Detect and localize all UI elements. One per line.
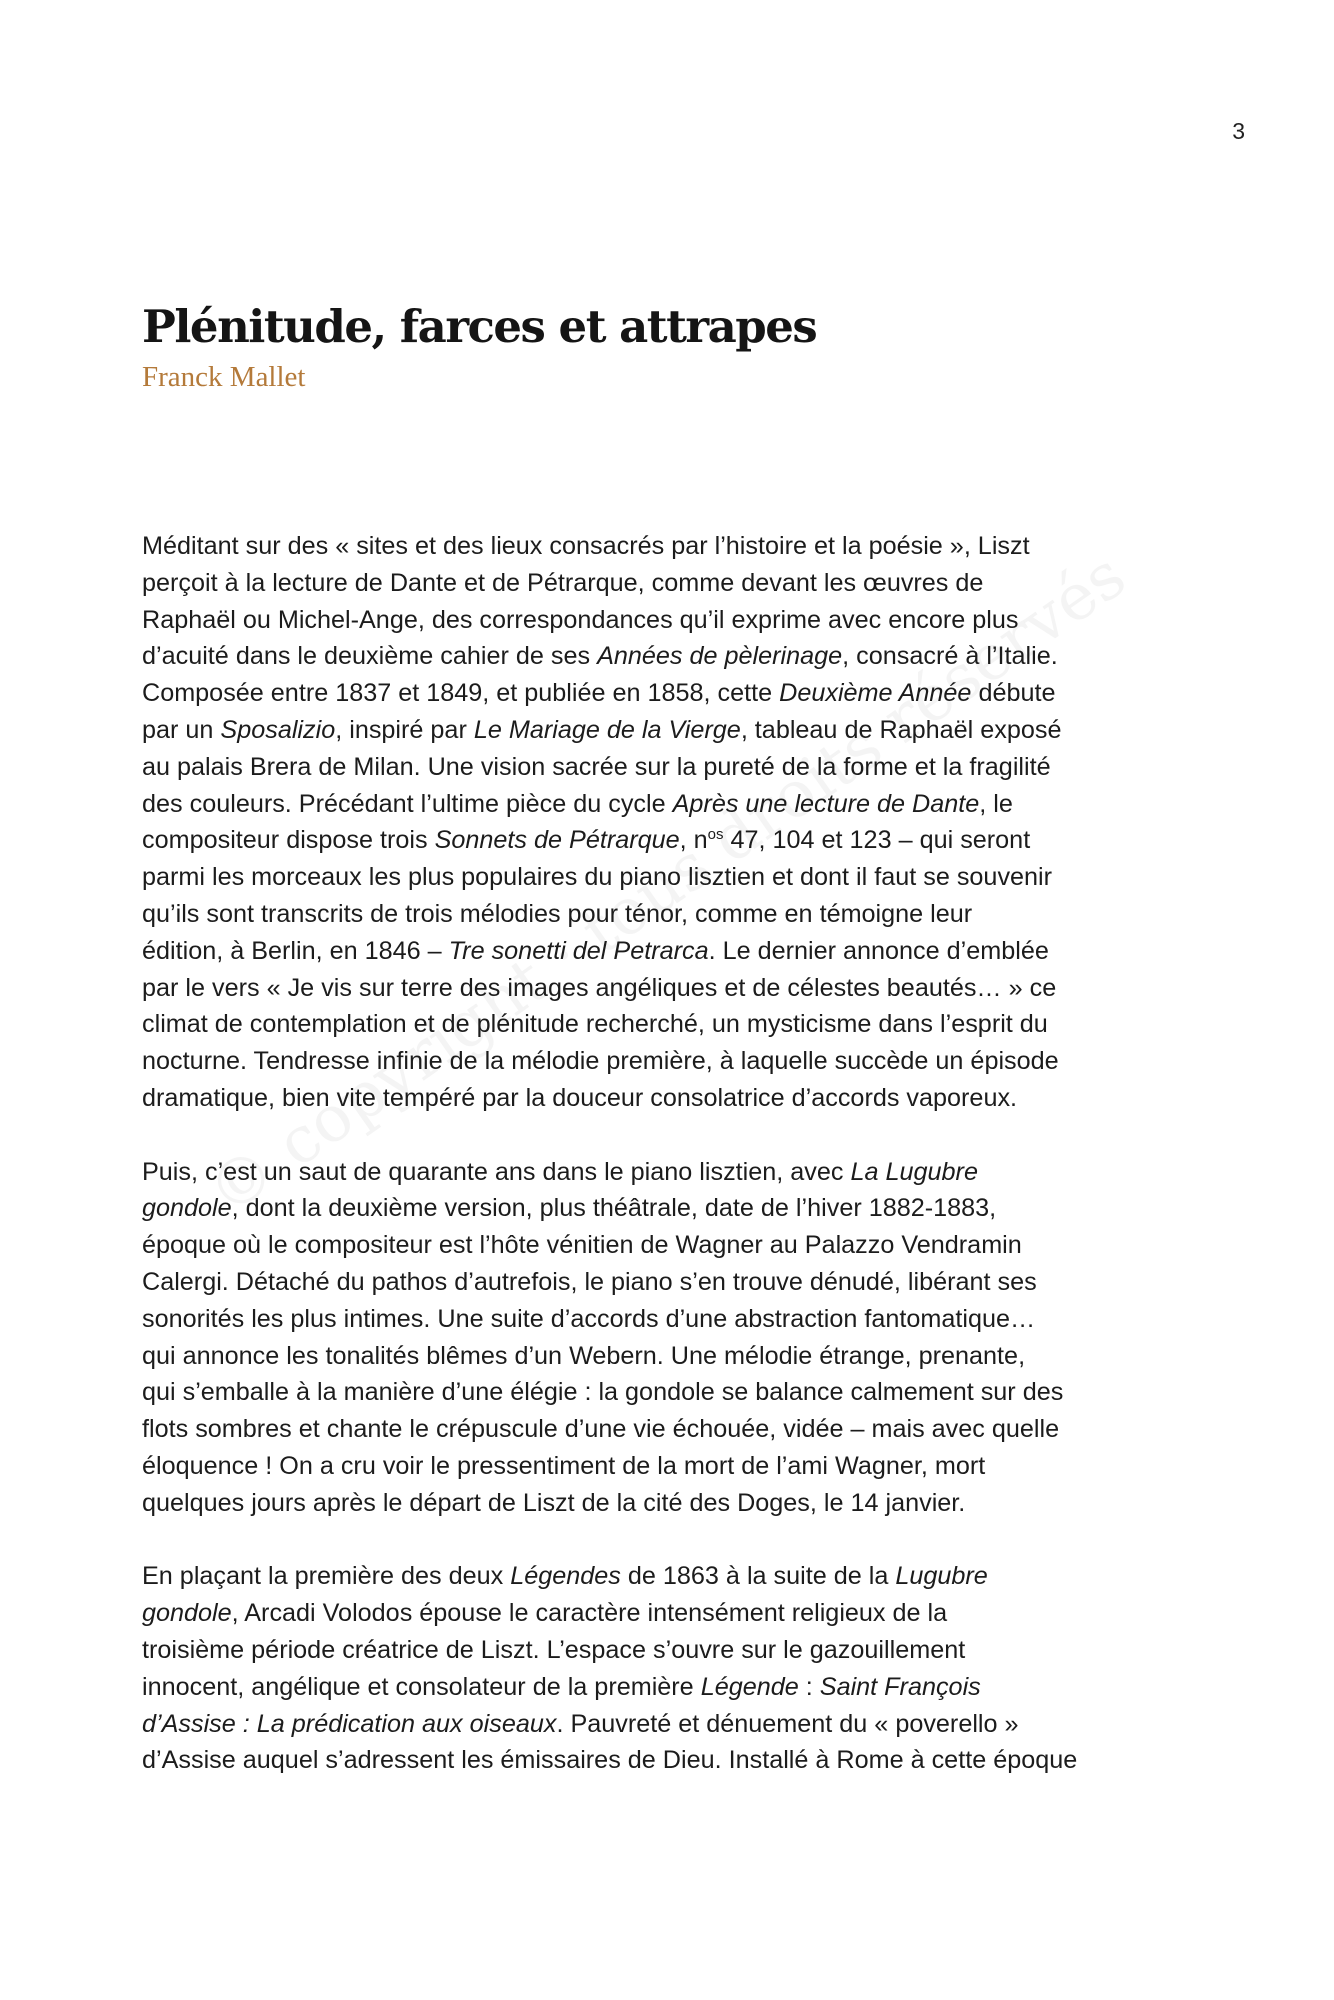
italic-title: Légendes xyxy=(510,1562,621,1591)
text-segment: parmi les morceaux les plus populaires du piano lisztien et dont il faut se souvenir xyxy=(142,863,1053,892)
text-line xyxy=(142,1154,1222,1191)
text-line xyxy=(142,1301,1222,1338)
text-segment: . Le dernier annonce d’emblée xyxy=(708,936,1049,965)
text-segment: , Arcadi Volodos épouse le caractère intensément religieux de la xyxy=(231,1599,948,1628)
text-segment: , tableau de Raphaël exposé xyxy=(740,715,1062,744)
text-line xyxy=(142,1448,1222,1485)
text-segment: Composée entre 1837 et 1849, et publiée en 1858, cette xyxy=(142,679,780,708)
text-segment: En plaçant la première des deux xyxy=(142,1562,511,1591)
text-segment: Raphaël ou Michel-Ange, des correspondances qu’il exprime avec encore plus xyxy=(142,605,1019,634)
text-segment: , dont la deuxième version, plus théâtrale, date de l’hiver 1882-1883, xyxy=(231,1194,997,1223)
text-segment: par le vers « Je vis sur terre des images angéliques et de célestes beautés… » ce xyxy=(142,973,1057,1002)
article-body xyxy=(142,528,1222,1779)
text-line xyxy=(142,565,1222,602)
italic-title: La Lugubre xyxy=(850,1157,978,1186)
italic-title: Tre sonetti del Petrarca xyxy=(448,936,709,965)
text-line xyxy=(142,1264,1222,1301)
text-line xyxy=(142,528,1222,565)
text-line xyxy=(142,896,1222,933)
text-line xyxy=(142,1227,1222,1264)
text-segment: innocent, angélique et consolateur de la première xyxy=(142,1672,701,1701)
text-line xyxy=(142,822,1222,859)
italic-title: Saint François xyxy=(819,1672,981,1701)
text-line xyxy=(142,712,1222,749)
text-line xyxy=(142,1558,1222,1595)
text-line xyxy=(142,1374,1222,1411)
italic-title: gondole xyxy=(142,1194,232,1223)
text-segment: qui annonce les tonalités blêmes d’un Webern. Une mélodie étrange, prenante, xyxy=(142,1341,1026,1370)
italic-title: Sonnets de Pétrarque xyxy=(434,826,680,855)
text-segment: 47, 104 et 123 – qui seront xyxy=(723,826,1031,855)
text-line xyxy=(142,970,1222,1007)
text-line xyxy=(142,1006,1222,1043)
body-paragraph xyxy=(142,1154,1222,1522)
italic-title: gondole xyxy=(142,1599,232,1628)
text-segment: Méditant sur des « sites et des lieux consacrés par l’histoire et la poésie », Liszt xyxy=(142,532,1030,560)
text-line xyxy=(142,859,1222,896)
page-number: 3 xyxy=(1232,118,1245,144)
text-line xyxy=(142,638,1222,675)
italic-title: Deuxième Année xyxy=(779,679,972,708)
text-segment: : xyxy=(798,1672,820,1701)
text-line xyxy=(142,1338,1222,1375)
text-segment: débute xyxy=(971,679,1056,708)
text-segment: nocturne. Tendresse infinie de la mélodie première, à laquelle succède un épisode xyxy=(142,1047,1059,1076)
text-line xyxy=(142,675,1222,712)
text-line xyxy=(142,749,1222,786)
italic-title: Le Mariage de la Vierge xyxy=(473,715,741,744)
text-segment: , consacré à l’Italie. xyxy=(842,642,1058,671)
text-segment: qui s’emballe à la manière d’une élégie : la gondole se balance calmement sur des xyxy=(142,1378,1064,1407)
text-line xyxy=(142,1080,1222,1117)
italic-title: Sposalizio xyxy=(220,715,336,744)
text-segment: compositeur dispose trois xyxy=(142,826,435,855)
text-line xyxy=(142,1411,1222,1448)
italic-title: Légende xyxy=(700,1672,799,1701)
text-segment: d’acuité dans le deuxième cahier de ses xyxy=(142,642,598,671)
italic-title: Après une lecture de Dante xyxy=(672,789,980,818)
text-segment: , inspiré par xyxy=(335,715,474,744)
text-line xyxy=(142,933,1222,970)
text-line xyxy=(142,1043,1222,1080)
text-line xyxy=(142,1595,1222,1632)
text-line xyxy=(142,1742,1222,1779)
text-segment: de 1863 à la suite de la xyxy=(620,1562,896,1591)
text-segment: des couleurs. Précédant l’ultime pièce du cycle xyxy=(142,789,673,818)
text-segment: édition, à Berlin, en 1846 – xyxy=(142,936,449,965)
italic-title: Lugubre xyxy=(895,1562,988,1591)
text-segment: , le xyxy=(979,789,1013,818)
text-line xyxy=(142,1632,1222,1669)
text-segment: au palais Brera de Milan. Une vision sacrée sur la pureté de la forme et la fragilité xyxy=(142,752,1051,781)
text-segment: quelques jours après le départ de Liszt de la cité des Doges, le 14 janvier. xyxy=(142,1488,966,1517)
text-line xyxy=(142,602,1222,639)
text-segment: Calergi. Détaché du pathos d’autrefois, le piano s’en trouve dénudé, libérant ses xyxy=(142,1267,1037,1296)
text-segment: troisième période créatrice de Liszt. L’espace s’ouvre sur le gazouillement xyxy=(142,1635,966,1664)
article-title: Plénitude, farces et attrapes xyxy=(142,300,817,353)
article-header xyxy=(142,296,1222,394)
text-line xyxy=(142,786,1222,823)
text-segment: climat de contemplation et de plénitude recherché, un mysticisme dans l’esprit du xyxy=(142,1010,1048,1039)
text-segment: perçoit à la lecture de Dante et de Pétrarque, comme devant les œuvres de xyxy=(142,568,984,597)
italic-title: d’Assise : La prédication aux oiseaux xyxy=(142,1709,557,1738)
text-segment: qu’ils sont transcrits de trois mélodies pour ténor, comme en témoigne leur xyxy=(142,899,973,928)
text-segment: dramatique, bien vite tempéré par la douceur consolatrice d’accords vaporeux. xyxy=(142,1083,1018,1112)
body-paragraph xyxy=(142,528,1222,1117)
text-segment: . Pauvreté et dénuement du « poverello » xyxy=(556,1709,1019,1738)
text-segment: Puis, c’est un saut de quarante ans dans le piano lisztien, avec xyxy=(142,1157,851,1186)
text-segment: sonorités les plus intimes. Une suite d’accords d’une abstraction fantomatique… xyxy=(142,1304,1036,1333)
italic-title: Années de pèlerinage xyxy=(597,642,843,671)
text-segment: époque où le compositeur est l’hôte vénitien de Wagner au Palazzo Vendramin xyxy=(142,1231,1022,1260)
text-line xyxy=(142,1706,1222,1743)
text-segment: d’Assise auquel s’adressent les émissaires de Dieu. Installé à Rome à cette époque xyxy=(142,1746,1078,1775)
text-segment: , n xyxy=(679,826,708,855)
superscript-text: os xyxy=(707,826,724,844)
article-author: Franck Mallet xyxy=(142,361,306,393)
text-line xyxy=(142,1669,1222,1706)
text-segment: éloquence ! On a cru voir le pressentiment de la mort de l’ami Wagner, mort xyxy=(142,1451,986,1480)
text-segment: flots sombres et chante le crépuscule d’une vie échouée, vidée – mais avec quelle xyxy=(142,1415,1060,1444)
text-line xyxy=(142,1190,1222,1227)
text-segment: par un xyxy=(142,715,221,744)
text-line xyxy=(142,1485,1222,1522)
body-paragraph xyxy=(142,1558,1222,1779)
